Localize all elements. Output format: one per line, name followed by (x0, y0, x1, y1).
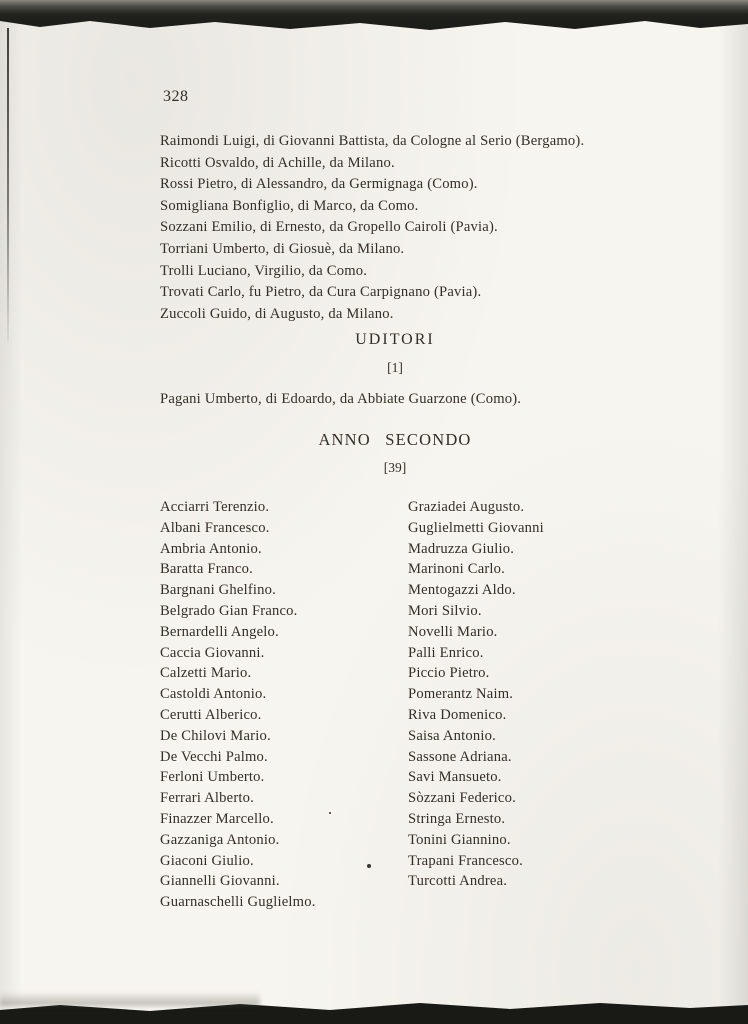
student-name: Pomerantz Naim. (408, 686, 514, 703)
student-name: Piccio Pietro. (408, 665, 490, 682)
uditori-entry: Pagani Umberto, di Edoardo, da Abbiate Guarzone (Como). (160, 391, 522, 407)
student-name: Gazzaniga Antonio. (160, 831, 280, 848)
student-name: Ferrari Alberto. (160, 790, 254, 807)
anno-secondo-right-column (408, 497, 544, 892)
roster-entry: Trolli Luciano, Virgilio, da Como. (160, 262, 368, 279)
anno-secondo-left-column (160, 497, 316, 913)
student-name: Guglielmetti Giovanni (408, 519, 544, 536)
roster-entry: Rossi Pietro, di Alessandro, da Germignaga (Como). (160, 176, 478, 193)
student-name: De Chilovi Mario. (160, 727, 271, 744)
section-heading-uditori: UDITORI (355, 331, 435, 348)
student-name: Sassone Adriana. (408, 748, 512, 765)
student-name: De Vecchi Palmo. (160, 748, 268, 765)
student-name: Sòzzani Federico. (408, 790, 516, 807)
student-name: Saisa Antonio. (408, 727, 496, 744)
roster-entry: Somigliana Bonfiglio, di Marco, da Como. (160, 197, 419, 214)
roster-entry: Torriani Umberto, di Giosuè, da Milano. (160, 240, 405, 257)
student-name: Ferloni Umberto. (160, 769, 265, 786)
roster-entry: Trovati Carlo, fu Pietro, da Cura Carpignano (Pavia). (160, 284, 482, 301)
student-name: Belgrado Gian Franco. (160, 602, 298, 619)
student-name: Trapani Francesco. (408, 852, 523, 869)
student-name: Caccia Giovanni. (160, 644, 265, 661)
uditori-count: [1] (387, 360, 403, 375)
student-name: Tonini Giannino. (408, 831, 511, 848)
student-name: Castoldi Antonio. (160, 686, 267, 703)
student-name: Finazzer Marcello. (160, 810, 274, 827)
student-name: Giannelli Giovanni. (160, 873, 280, 890)
student-name: Stringa Ernesto. (408, 810, 506, 827)
roster-entry: Sozzani Emilio, di Ernesto, da Gropello Cairoli (Pavia). (160, 219, 498, 236)
student-name: Mentogazzi Aldo. (408, 582, 516, 599)
student-name: Ambria Antonio. (160, 540, 262, 557)
student-name: Mori Silvio. (408, 602, 482, 619)
student-name: Bargnani Ghelfino. (160, 582, 277, 599)
page-number: 328 (163, 88, 189, 105)
student-name: Savi Mansueto. (408, 769, 502, 786)
student-name: Giaconi Giulio. (160, 852, 254, 869)
student-name: Albani Francesco. (160, 519, 270, 536)
student-name: Acciarri Terenzio. (160, 499, 270, 515)
student-name: Riva Domenico. (408, 706, 507, 723)
student-roster-list (160, 131, 630, 325)
roster-entry: Ricotti Osvaldo, di Achille, da Milano. (160, 154, 395, 171)
student-name: Cerutti Alberico. (160, 706, 262, 723)
roster-entry: Zuccoli Guido, di Augusto, da Milano. (160, 305, 394, 322)
student-name: Madruzza Giulio. (408, 540, 515, 557)
student-name: Baratta Franco. (160, 561, 253, 578)
section-heading-anno-secondo: ANNO SECONDO (318, 430, 472, 449)
student-name: Novelli Mario. (408, 623, 498, 640)
page-content (160, 0, 630, 1024)
student-name: Turcotti Andrea. (408, 873, 508, 890)
roster-entry: Raimondi Luigi, di Giovanni Battista, da Cologne al Serio (Bergamo). (160, 133, 585, 149)
student-name: Palli Enrico. (408, 644, 484, 661)
anno-secondo-count: [39] (383, 460, 407, 475)
student-name: Graziadei Augusto. (408, 499, 525, 515)
student-name: Guarnaschelli Guglielmo. (160, 894, 316, 911)
student-name: Marinoni Carlo. (408, 561, 506, 578)
scan-artifact-left-line (7, 28, 9, 343)
student-name: Bernardelli Angelo. (160, 623, 279, 640)
student-name: Calzetti Mario. (160, 665, 252, 682)
